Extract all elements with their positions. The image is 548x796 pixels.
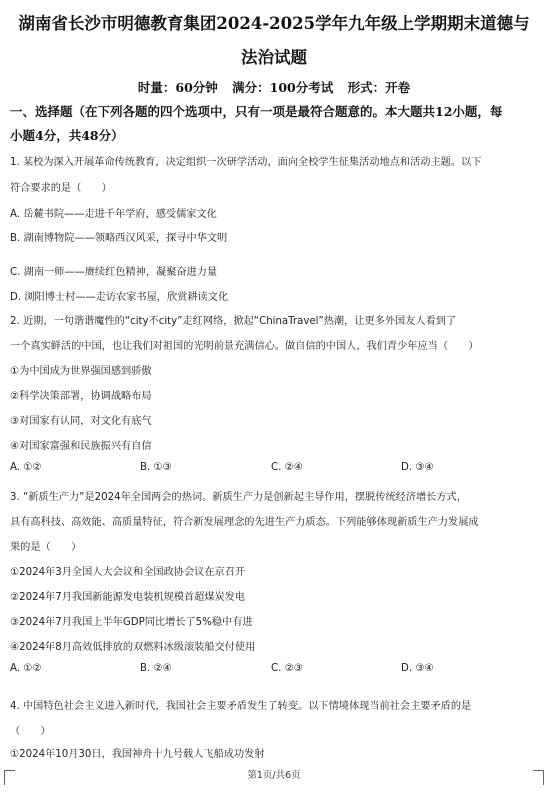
exam-format: 形式：开卷 xyxy=(347,80,411,95)
q1-option-d: D. 浏阳博士村——走访农家书屋，欣赏耕读文化 xyxy=(10,292,229,303)
q2-statement-3: ③对国家有认同，对文化有底气 xyxy=(10,416,152,427)
q2-option-b: B. ①③ xyxy=(140,462,172,473)
section-heading-line1: 一、选择题（在下列各题的四个选项中，只有一项是最符合题意的。本大题共12小题，每 xyxy=(10,104,503,119)
q1-stem-line2: 符合要求的是（ ） xyxy=(10,183,112,194)
q1-option-c: C. 湖南一师——赓续红色精神，凝聚奋进力量 xyxy=(10,267,218,278)
q3-option-b: B. ②④ xyxy=(140,663,172,674)
q2-statement-1: ①为中国成为世界强国感到骄傲 xyxy=(10,366,152,377)
q4-statement-1: ①2024年10月30日，我国神舟十九号载人飞船成功发射 xyxy=(10,749,265,760)
exam-score: 满分：100分考试 xyxy=(232,80,334,95)
q3-statement-3: ③2024年7月我国上半年GDP同比增长了5%稳中有进 xyxy=(10,617,253,628)
section-heading-line2: 小题4分，共48分） xyxy=(10,128,124,143)
exam-meta xyxy=(0,78,548,96)
q2-statement-4: ④对国家富强和民族振兴有自信 xyxy=(10,441,152,452)
q1-stem-line1: 1. 某校为深入开展革命传统教育，决定组织一次研学活动，面向全校学生征集活动地点和活动主题。以下 xyxy=(10,157,482,168)
page-title-line1: 湖南省长沙市明德教育集团2024-2025学年九年级上学期期末道德与 xyxy=(18,14,530,33)
q2-option-d: D. ③④ xyxy=(401,462,434,473)
q1-option-b: B. 湖南博物院——领略西汉风采，探寻中华文明 xyxy=(10,233,228,244)
q1-option-a: A. 岳麓书院——走进千年学府，感受儒家文化 xyxy=(10,209,217,220)
q2-option-a: A. ①② xyxy=(10,462,42,473)
q3-statement-4: ④2024年8月高效低排放的双燃料冰级滚装船交付使用 xyxy=(10,642,256,653)
page-title-line2: 法治试题 xyxy=(241,48,307,67)
q3-statement-1: ①2024年3月全国人大会议和全国政协会议在京召开 xyxy=(10,567,246,578)
q4-stem-line2: （ ） xyxy=(10,726,51,737)
q3-option-c: C. ②③ xyxy=(271,663,303,674)
q3-stem-line1: 3. “新质生产力”是2024年全国两会的热词。新质生产力是创新起主导作用，摆脱传统经济增长方式， xyxy=(10,492,467,503)
q2-stem-line2: 一个真实鲜活的中国，也让我们对祖国的光明前景充满信心。做自信的中国人，我们青少年应当（ ） xyxy=(10,341,479,352)
q3-stem-line2: 具有高科技、高效能、高质量特征，符合新发展理念的先进生产力质态。下列能够体现新质生产力发展成 xyxy=(10,517,479,528)
q2-stem-line1: 2. 近期，一句谐谐魔性的“city不city”走红网络，掀起“ChinaTravel”热潮，让更多外国友人看到了 xyxy=(10,316,457,327)
page-number: 第1页/共6页 xyxy=(247,770,301,781)
q2-option-c: C. ②④ xyxy=(271,462,303,473)
q3-option-a: A. ①② xyxy=(10,663,42,674)
exam-time: 时量：60分钟 xyxy=(137,80,218,95)
q3-statement-2: ②2024年7月我国新能源发电装机规模首超煤炭发电 xyxy=(10,592,246,603)
q3-stem-line3: 果的是（ ） xyxy=(10,542,82,553)
q3-option-d: D. ③④ xyxy=(401,663,434,674)
q2-statement-2: ②科学决策部署，协调战略布局 xyxy=(10,391,152,402)
q4-stem-line1: 4. 中国特色社会主义进入新时代，我国社会主要矛盾发生了转变。以下情境体现当前社会主要矛盾的是 xyxy=(10,701,472,712)
